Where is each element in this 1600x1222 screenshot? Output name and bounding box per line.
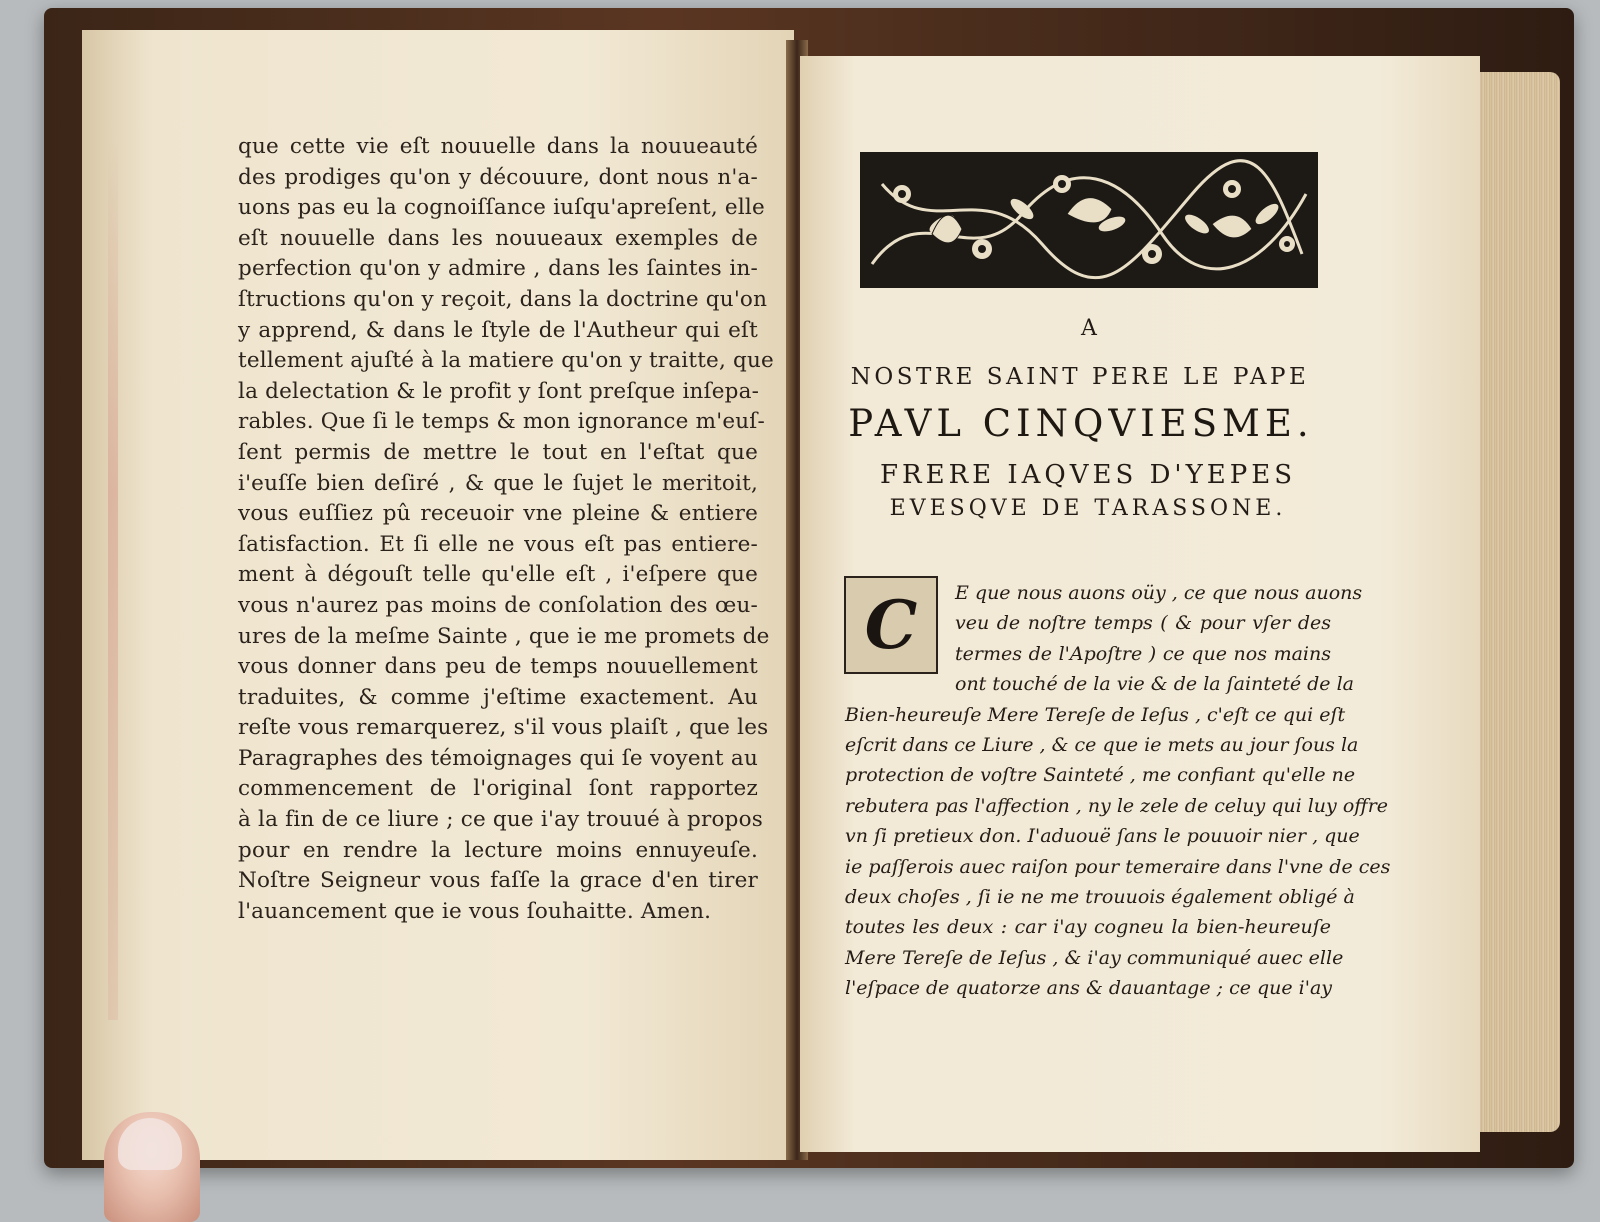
text-line: Mere Tereſe de Ieſus , & i'ay communiqué auec elle (845, 946, 1344, 969)
text-line: termes de l'Apoſtre ) ce que nos mains (955, 642, 1331, 665)
text-line: veu de noſtre temps ( & pour vſer des (955, 612, 1331, 635)
text-line: vous donner dans peu de temps nouuellement (238, 654, 758, 680)
left-page-text (238, 132, 774, 927)
margin-stain (108, 140, 118, 1020)
text-line: perfection qu'on y admire , dans les ſaintes in- (238, 256, 758, 282)
text-line: Bien-heureuſe Mere Tereſe de Ieſus , c'eſt ce qui eſt (845, 703, 1346, 726)
text-line: ſatisfaction. Et ſi elle ne vous eſt pas entiere- (238, 531, 758, 557)
text-line: pour en rendre la lecture moins ennuyeuſe. (238, 837, 758, 863)
text-line: commencement de l'original ſont rapportez (238, 776, 758, 802)
text-line: Noſtre Seigneur vous faſſe la grace d'en tirer (238, 868, 758, 894)
text-line: ie paſſerois auec raiſon pour temeraire dans l'vne de ces (845, 855, 1391, 878)
text-line: y apprend, & dans le ſtyle de l'Autheur qui eſt (238, 317, 758, 343)
text-line: ſent permis de mettre le tout en l'eſtat que (238, 439, 758, 465)
text-line: ont touché de la vie & de la ſainteté de la (955, 673, 1354, 696)
text-line: protection de voſtre Sainteté , me confiant qu'elle ne (845, 764, 1356, 787)
floral-ornament-icon (862, 154, 1316, 286)
text-line: eſt nouuelle dans les nouueaux exemples de (238, 225, 758, 251)
text-line: vous n'aurez pas moins de conſolation des œu- (238, 592, 758, 618)
text-line: uons pas eu la cognoiſſance iuſqu'apreſent, elle (238, 195, 765, 221)
text-line: ment à dégouſt telle qu'elle eſt , i'eſpere que (238, 562, 758, 588)
text-line: l'eſpace de quatorze ans & dauantage ; ce que i'ay (845, 977, 1333, 1000)
text-line: rables. Que ſi le temps & mon ignorance m'euſ- (238, 409, 765, 435)
text-line: ures de la meſme Sainte , que ie me promets de (238, 623, 770, 649)
initial-letter: C (864, 586, 918, 664)
text-line: eſcrit dans ce Liure , & ce que ie mets au jour ſous la (845, 734, 1359, 757)
text-line: Paragraphes des témoignages qui ſe voyent au (238, 745, 758, 771)
text-line: à la fin de ce liure ; ce que i'ay trouué à propos (238, 807, 763, 833)
dedication-line-3: FRERE IAQVES D'YEPES (879, 460, 1297, 490)
text-line: i'euſſe bien deſiré , & que le ſujet le meritoit, (238, 470, 758, 496)
woodcut-headpiece (860, 152, 1318, 288)
right-page-text (845, 578, 1391, 1004)
text-line: toutes les deux : car i'ay cogneu la bien-heureuſe (845, 916, 1331, 939)
text-line: tellement ajuſté à la matiere qu'on y traitte, que (238, 348, 774, 374)
text-line: deux choſes , ſi ie ne me trouuois également obligé à (845, 886, 1355, 909)
text-line: l'auancement que ie vous ſouhaitte. Amen. (238, 898, 712, 924)
text-line: traduites, & comme j'eſtime exactement. Au (238, 684, 758, 710)
text-line: E que nous auons oüy , ce que nous auons (955, 582, 1363, 604)
dedication-line-2: PAVL CINQVIESME. (848, 402, 1314, 445)
text-line: des prodiges qu'on y découure, dont nous n'a- (238, 164, 758, 190)
dedication-line-4: EVESQVE DE TARASSONE. (889, 496, 1287, 521)
text-line: reſte vous remarquerez, s'il vous plaiſt , que les (238, 715, 769, 741)
text-line: vn ſi pretieux don. I'aduouë ſans le pouuoir nier , que (845, 825, 1360, 848)
dedication-a: A (1081, 316, 1099, 341)
dedication-line-1: NOSTRE SAINT PERE LE PAPE (850, 364, 1310, 390)
text-line: ſtructions qu'on y reçoit, dans la doctrine qu'on (238, 286, 768, 312)
text-line: rebutera pas l'affection , ny le zele de celuy qui luy offre (845, 794, 1389, 817)
text-line: que cette vie eſt nouuelle dans la nouueauté (238, 134, 758, 159)
text-line: vous euſſiez pû receuoir vne pleine & entiere (238, 501, 758, 527)
text-line: la delectation & le profit y ſont preſque inſepa- (238, 378, 760, 404)
